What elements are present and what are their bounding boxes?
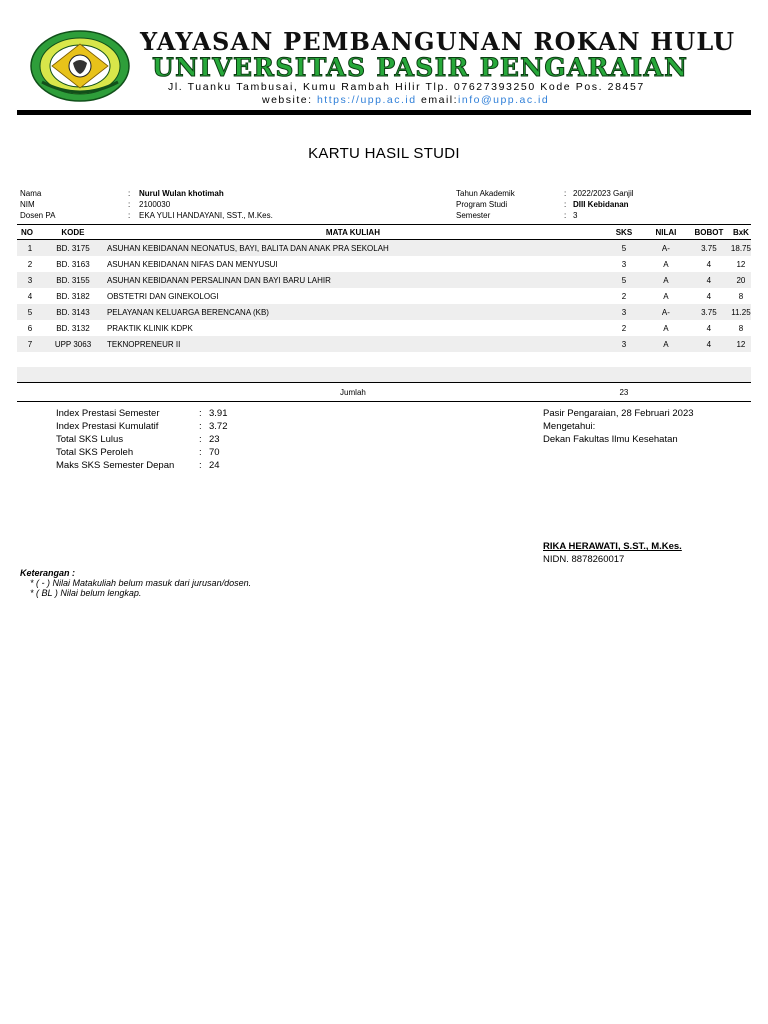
total-sks: 23 — [603, 383, 645, 402]
summary-value: 23 — [209, 434, 220, 445]
row-grade: A — [645, 272, 687, 288]
row-bxk: 18.75 — [731, 240, 751, 257]
row-no: 5 — [17, 304, 43, 320]
row-no: 4 — [27, 291, 33, 301]
summary-sep: : — [199, 447, 202, 458]
row-sks: 5 — [603, 240, 645, 257]
row-grade: A — [663, 291, 669, 301]
row-code: BD. 3175 — [43, 240, 103, 257]
row-no: 6 — [27, 323, 33, 333]
row-weight: 3.75 — [687, 304, 731, 320]
col-sks: SKS — [603, 225, 645, 240]
row-bxk: 11.25 — [731, 304, 751, 320]
row-course: PELAYANAN KELUARGA BERENCANA (KB) — [103, 304, 603, 320]
document-title: KARTU HASIL STUDI — [308, 145, 460, 162]
row-sks: 2 — [621, 323, 627, 333]
row-grade: A- — [645, 240, 687, 257]
table-row — [17, 288, 751, 304]
notes-title: Keterangan : — [20, 568, 76, 578]
col-grade: NILAI — [645, 225, 687, 240]
student-name: Nurul Wulan khotimah — [139, 189, 224, 198]
nim-label: NIM — [20, 200, 35, 209]
student-nim: 2100030 — [139, 200, 171, 209]
row-weight: 4 — [687, 272, 731, 288]
grades-table — [17, 224, 751, 402]
row-grade: A- — [645, 304, 687, 320]
semester-value: 3 — [573, 211, 578, 220]
signer-position: Dekan Fakultas Ilmu Kesehatan — [543, 434, 678, 445]
row-code: UPP 3063 — [43, 336, 103, 352]
row-weight: 3.75 — [687, 240, 731, 257]
row-no: 2 — [27, 259, 33, 269]
row-sks: 3 — [603, 336, 645, 352]
table-row — [17, 304, 751, 320]
row-bxk: 12 — [731, 336, 751, 352]
website-link[interactable]: https://upp.ac.id — [316, 94, 417, 106]
row-bxk: 20 — [731, 272, 751, 288]
row-grade: A — [663, 259, 669, 269]
email-link[interactable]: info@upp.ac.id — [458, 94, 550, 106]
contact-line — [262, 94, 682, 107]
row-course: PRAKTIK KLINIK KDPK — [106, 323, 193, 333]
table-row — [17, 240, 751, 257]
year-label: Tahun Akademik — [456, 189, 515, 198]
table-header-row — [17, 225, 751, 240]
col-course: MATA KULIAH — [103, 225, 603, 240]
table-row — [17, 320, 751, 336]
row-course: ASUHAN KEBIDANAN PERSALINAN DAN BAYI BARU LAHIR — [103, 272, 603, 288]
semester-sep: : — [564, 211, 567, 220]
place-date: Pasir Pengaraian, 28 Februari 2023 — [543, 408, 694, 419]
summary-label: Index Prestasi Kumulatif — [56, 421, 159, 432]
summary-label: Total SKS Lulus — [56, 434, 124, 445]
row-course: OBSTETRI DAN GINEKOLOGI — [106, 291, 219, 301]
row-sks: 2 — [621, 291, 627, 301]
name-label: Nama — [20, 189, 42, 198]
row-code: BD. 3132 — [56, 323, 90, 333]
row-weight: 4 — [706, 291, 712, 301]
row-course: ASUHAN KEBIDANAN NIFAS DAN MENYUSUI — [106, 259, 278, 269]
row-sks: 3 — [603, 304, 645, 320]
col-code: KODE — [43, 225, 103, 240]
summary-sep: : — [199, 421, 202, 432]
header-divider — [17, 110, 751, 115]
row-bxk: 12 — [736, 259, 746, 269]
table-row-empty — [17, 367, 751, 383]
note-item: * ( BL ) Nilai belum lengkap. — [30, 588, 142, 598]
foundation-name: YAYASAN PEMBANGUNAN ROKAN HULU — [140, 27, 736, 56]
row-course: ASUHAN KEBIDANAN NEONATUS, BAYI, BALITA DAN ANAK PRA SEKOLAH — [103, 240, 603, 257]
university-name: UNIVERSITAS PASIR PENGARAIAN — [152, 53, 689, 82]
table-row-empty — [17, 352, 751, 367]
row-course: TEKNOPRENEUR II — [103, 336, 603, 352]
row-no: 1 — [17, 240, 43, 257]
row-sks: 3 — [621, 259, 627, 269]
summary-value: 24 — [209, 460, 220, 471]
summary-label: Maks SKS Semester Depan — [56, 460, 175, 471]
row-weight: 4 — [706, 323, 712, 333]
row-weight: 4 — [706, 259, 712, 269]
year-sep: : — [564, 189, 567, 198]
advisor-label: Dosen PA — [20, 211, 56, 220]
row-no: 3 — [17, 272, 43, 288]
program-label: Program Studi — [456, 200, 508, 209]
university-logo — [30, 30, 130, 102]
row-code: BD. 3143 — [43, 304, 103, 320]
student-advisor: EKA YULI HANDAYANI, SST., M.Kes. — [139, 211, 273, 220]
summary-sep: : — [199, 434, 202, 445]
signer-name: RIKA HERAWATI, S.ST., M.Kes. — [543, 541, 682, 552]
acknowledged-label: Mengetahui: — [543, 421, 596, 432]
table-row — [17, 272, 751, 288]
row-grade: A — [663, 323, 669, 333]
row-bxk: 8 — [738, 323, 744, 333]
row-code: BD. 3155 — [43, 272, 103, 288]
semester-label: Semester — [456, 211, 491, 220]
summary-value: 70 — [209, 447, 220, 458]
summary-value: 3.91 — [209, 408, 228, 419]
nim-sep: : — [128, 200, 131, 209]
summary-label: Index Prestasi Semester — [56, 408, 160, 419]
summary-sep: : — [199, 460, 202, 471]
row-code: BD. 3163 — [56, 259, 90, 269]
col-bxk: BxK — [731, 225, 751, 240]
website-label: website: — [262, 94, 313, 106]
university-address: Jl. Tuanku Tambusai, Kumu Rambah Hilir Tlp. 07627393250 Kode Pos. 28457 — [168, 81, 645, 93]
table-row — [17, 336, 751, 352]
row-weight: 4 — [687, 336, 731, 352]
academic-year: 2022/2023 Ganjil — [573, 189, 634, 198]
note-item: * ( - ) Nilai Matakuliah belum masuk dari jurusan/dosen. — [30, 578, 252, 588]
program-sep: : — [564, 200, 567, 209]
table-total-row — [17, 383, 751, 402]
row-sks: 5 — [603, 272, 645, 288]
study-program: DIII Kebidanan — [573, 200, 629, 209]
summary-value: 3.72 — [209, 421, 228, 432]
advisor-sep: : — [128, 211, 131, 220]
email-label: email: — [421, 94, 459, 106]
row-no: 7 — [17, 336, 43, 352]
name-sep: : — [128, 189, 131, 198]
summary-label: Total SKS Peroleh — [56, 447, 134, 458]
col-no: NO — [17, 225, 43, 240]
signer-nidn: NIDN. 8878260017 — [543, 554, 625, 565]
row-bxk: 8 — [738, 291, 744, 301]
row-grade: A — [645, 336, 687, 352]
table-row — [17, 256, 751, 272]
total-label: Jumlah — [103, 383, 603, 402]
row-code: BD. 3182 — [56, 291, 90, 301]
col-weight: BOBOT — [687, 225, 731, 240]
summary-sep: : — [199, 408, 202, 419]
